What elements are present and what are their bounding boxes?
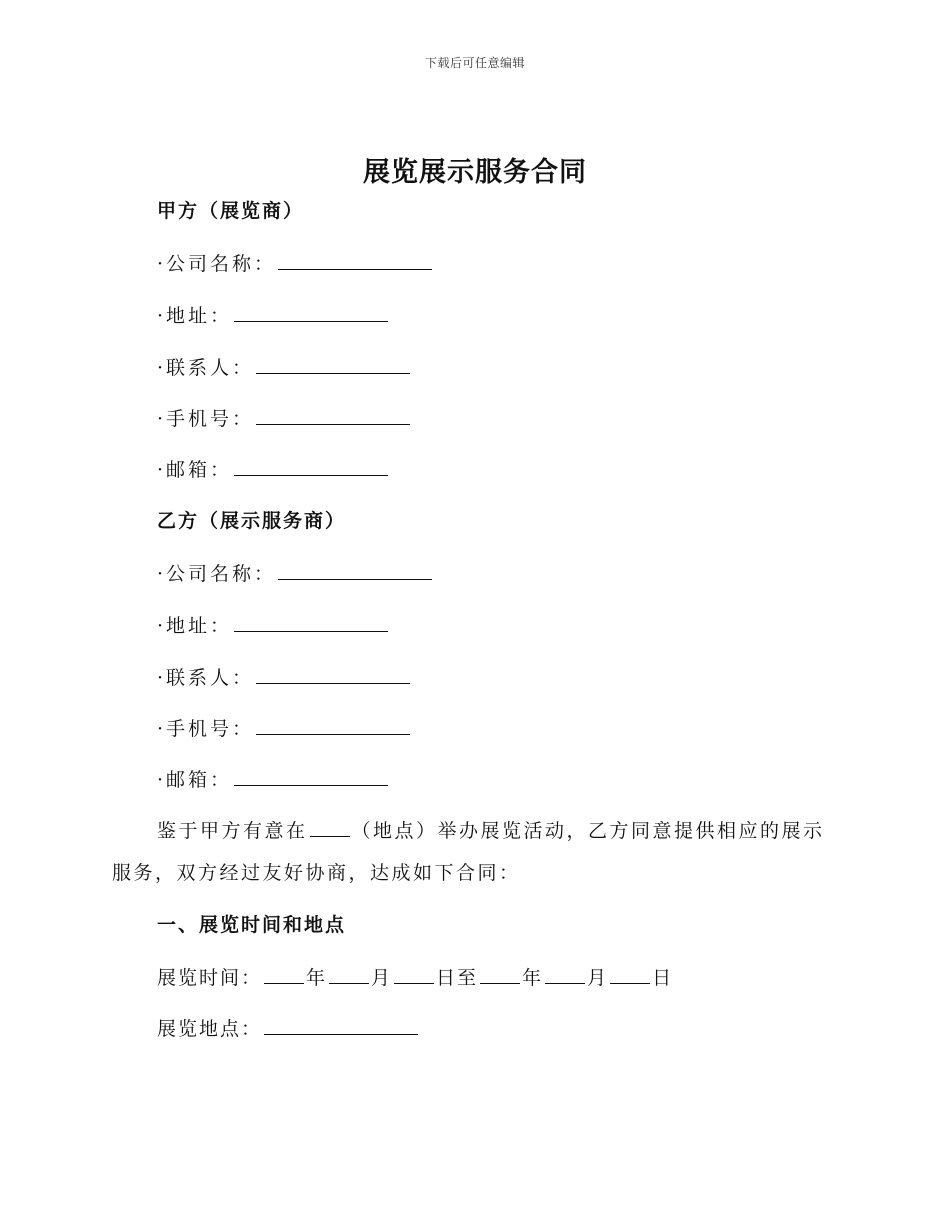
bullet: · [157, 357, 164, 379]
email-blank[interactable] [234, 767, 388, 786]
party-a-phone-field [157, 406, 410, 431]
party-b-address-field [157, 613, 388, 638]
location-blank[interactable] [310, 818, 350, 837]
field-label: 邮箱： [166, 769, 233, 791]
bullet: · [157, 563, 164, 585]
contact-blank[interactable] [256, 355, 410, 374]
bullet: · [157, 253, 164, 275]
end-month-blank[interactable] [545, 965, 585, 984]
field-label: 手机号： [166, 718, 255, 740]
field-label: 地址： [166, 305, 233, 327]
party-b-heading: 乙方（展示服务商） [157, 510, 347, 532]
end-day-blank[interactable] [610, 965, 650, 984]
place-blank[interactable] [264, 1016, 418, 1035]
party-a-contact-field [157, 355, 410, 380]
email-blank[interactable] [234, 457, 388, 476]
company-name-blank[interactable] [278, 251, 432, 270]
bullet: · [157, 305, 164, 327]
start-month-blank[interactable] [329, 965, 369, 984]
party-b-email-field [157, 767, 388, 792]
bullet: · [157, 459, 164, 481]
party-a-email-field [157, 457, 388, 482]
intro-text-1: 鉴于甲方有意在 [157, 820, 308, 842]
month-label: 月 [371, 967, 393, 989]
address-blank[interactable] [234, 613, 388, 632]
field-label: 手机号： [166, 408, 255, 430]
time-label: 展览时间： [157, 967, 263, 989]
party-b-company-field [157, 561, 432, 586]
start-day-blank[interactable] [394, 965, 434, 984]
start-year-blank[interactable] [264, 965, 304, 984]
party-b-contact-field [157, 665, 410, 690]
exhibition-place-line [157, 1016, 418, 1041]
month-label: 月 [587, 967, 609, 989]
section-1-heading: 一、展览时间和地点 [157, 914, 347, 936]
field-label: 联系人： [166, 357, 255, 379]
field-label: 公司名称： [166, 563, 277, 585]
day-label: 日 [652, 967, 674, 989]
party-a-company-field [157, 251, 432, 276]
document-title: 展览展示服务合同 [363, 157, 587, 188]
header-note: 下载后可任意编辑 [424, 56, 525, 70]
place-label: 展览地点： [157, 1018, 263, 1040]
intro-paragraph [112, 810, 832, 894]
year-label: 年 [522, 967, 544, 989]
exhibition-time-line [157, 965, 673, 990]
field-label: 邮箱： [166, 459, 233, 481]
bullet: · [157, 667, 164, 689]
party-b-phone-field [157, 716, 410, 741]
contact-blank[interactable] [256, 665, 410, 684]
field-label: 公司名称： [166, 253, 277, 275]
field-label: 地址： [166, 615, 233, 637]
field-label: 联系人： [166, 667, 255, 689]
party-a-heading: 甲方（展览商） [157, 200, 305, 222]
bullet: · [157, 408, 164, 430]
intro-text-2: （地点）举办展览活动，乙方同意提供相应的展示服务，双方经过友好协商，达成如下合同： [112, 820, 825, 884]
bullet: · [157, 769, 164, 791]
party-a-address-field [157, 303, 388, 328]
address-blank[interactable] [234, 303, 388, 322]
phone-blank[interactable] [256, 406, 410, 425]
end-year-blank[interactable] [480, 965, 520, 984]
day-to-label: 日至 [436, 967, 479, 989]
phone-blank[interactable] [256, 716, 410, 735]
company-name-blank[interactable] [278, 561, 432, 580]
bullet: · [157, 718, 164, 740]
bullet: · [157, 615, 164, 637]
year-label: 年 [306, 967, 328, 989]
